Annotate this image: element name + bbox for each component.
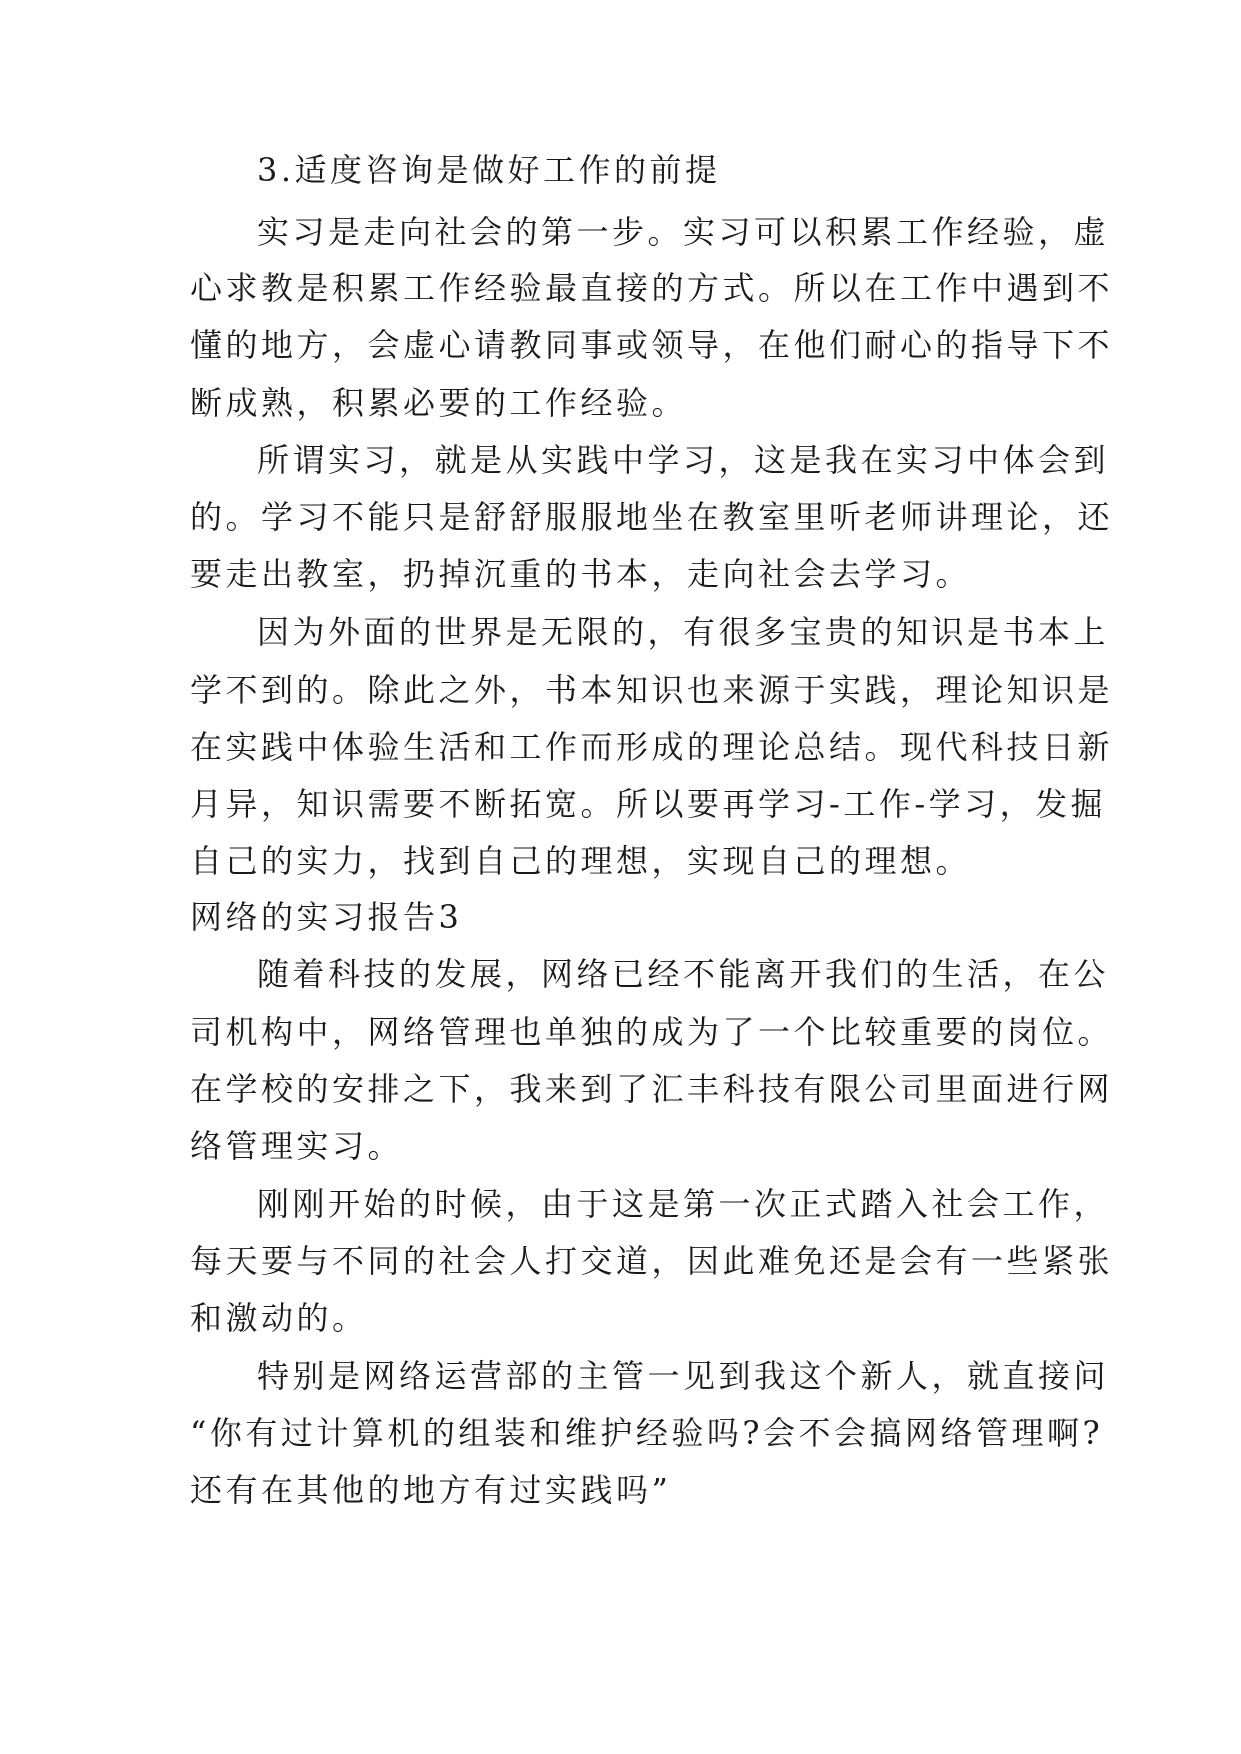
paragraph-line: 懂的地方，会虚心请教同事或领导，在他们耐心的指导下不 <box>190 326 1114 364</box>
paragraph-line: 在实践中体验生活和工作而形成的理论总结。现代科技日新 <box>190 728 1114 766</box>
paragraph-line: 学不到的。除此之外，书本知识也来源于实践，理论知识是 <box>190 671 1114 709</box>
paragraph-line: 所谓实习，就是从实践中学习，这是我在实习中体会到 <box>257 441 1110 479</box>
paragraph-line: 特别是网络运营部的主管一见到我这个新人，就直接问 <box>257 1357 1110 1395</box>
paragraph-line: 要走出教室，扔掉沉重的书本，走向社会去学习。 <box>190 555 972 593</box>
paragraph-line: 因为外面的世界是无限的，有很多宝贵的知识是书本上 <box>257 613 1110 651</box>
paragraph-line: 随着科技的发展，网络已经不能离开我们的生活，在公 <box>257 955 1110 993</box>
paragraph-line: “你有过计算机的组装和维护经验吗?会不会搞网络管理啊? <box>190 1414 1104 1452</box>
paragraph-line: 司机构中，网络管理也单独的成为了一个比较重要的岗位。 <box>190 1013 1114 1051</box>
report-heading: 网络的实习报告3 <box>190 898 463 936</box>
paragraph-line: 实习是走向社会的第一步。实习可以积累工作经验，虚 <box>257 213 1110 251</box>
paragraph-line: 在学校的安排之下，我来到了汇丰科技有限公司里面进行网 <box>190 1070 1114 1108</box>
paragraph-line: 络管理实习。 <box>190 1127 404 1165</box>
paragraph-line: 刚刚开始的时候，由于这是第一次正式踏入社会工作， <box>257 1185 1110 1223</box>
paragraph-line: 和激动的。 <box>190 1299 368 1337</box>
paragraph-line: 还有在其他的地方有过实践吗” <box>190 1471 672 1509</box>
paragraph-line: 的。学习不能只是舒舒服服地坐在教室里听老师讲理论，还 <box>190 498 1114 536</box>
paragraph-line: 每天要与不同的社会人打交道，因此难免还是会有一些紧张 <box>190 1242 1114 1280</box>
paragraph-line: 自己的实力，找到自己的理想，实现自己的理想。 <box>190 842 972 880</box>
section-heading: 3.适度咨询是做好工作的前提 <box>257 151 721 189</box>
paragraph-line: 心求教是积累工作经验最直接的方式。所以在工作中遇到不 <box>190 269 1114 307</box>
paragraph-line: 断成熟，积累必要的工作经验。 <box>190 384 688 422</box>
paragraph-line: 月异，知识需要不断拓宽。所以要再学习-工作-学习，发掘 <box>190 785 1107 823</box>
